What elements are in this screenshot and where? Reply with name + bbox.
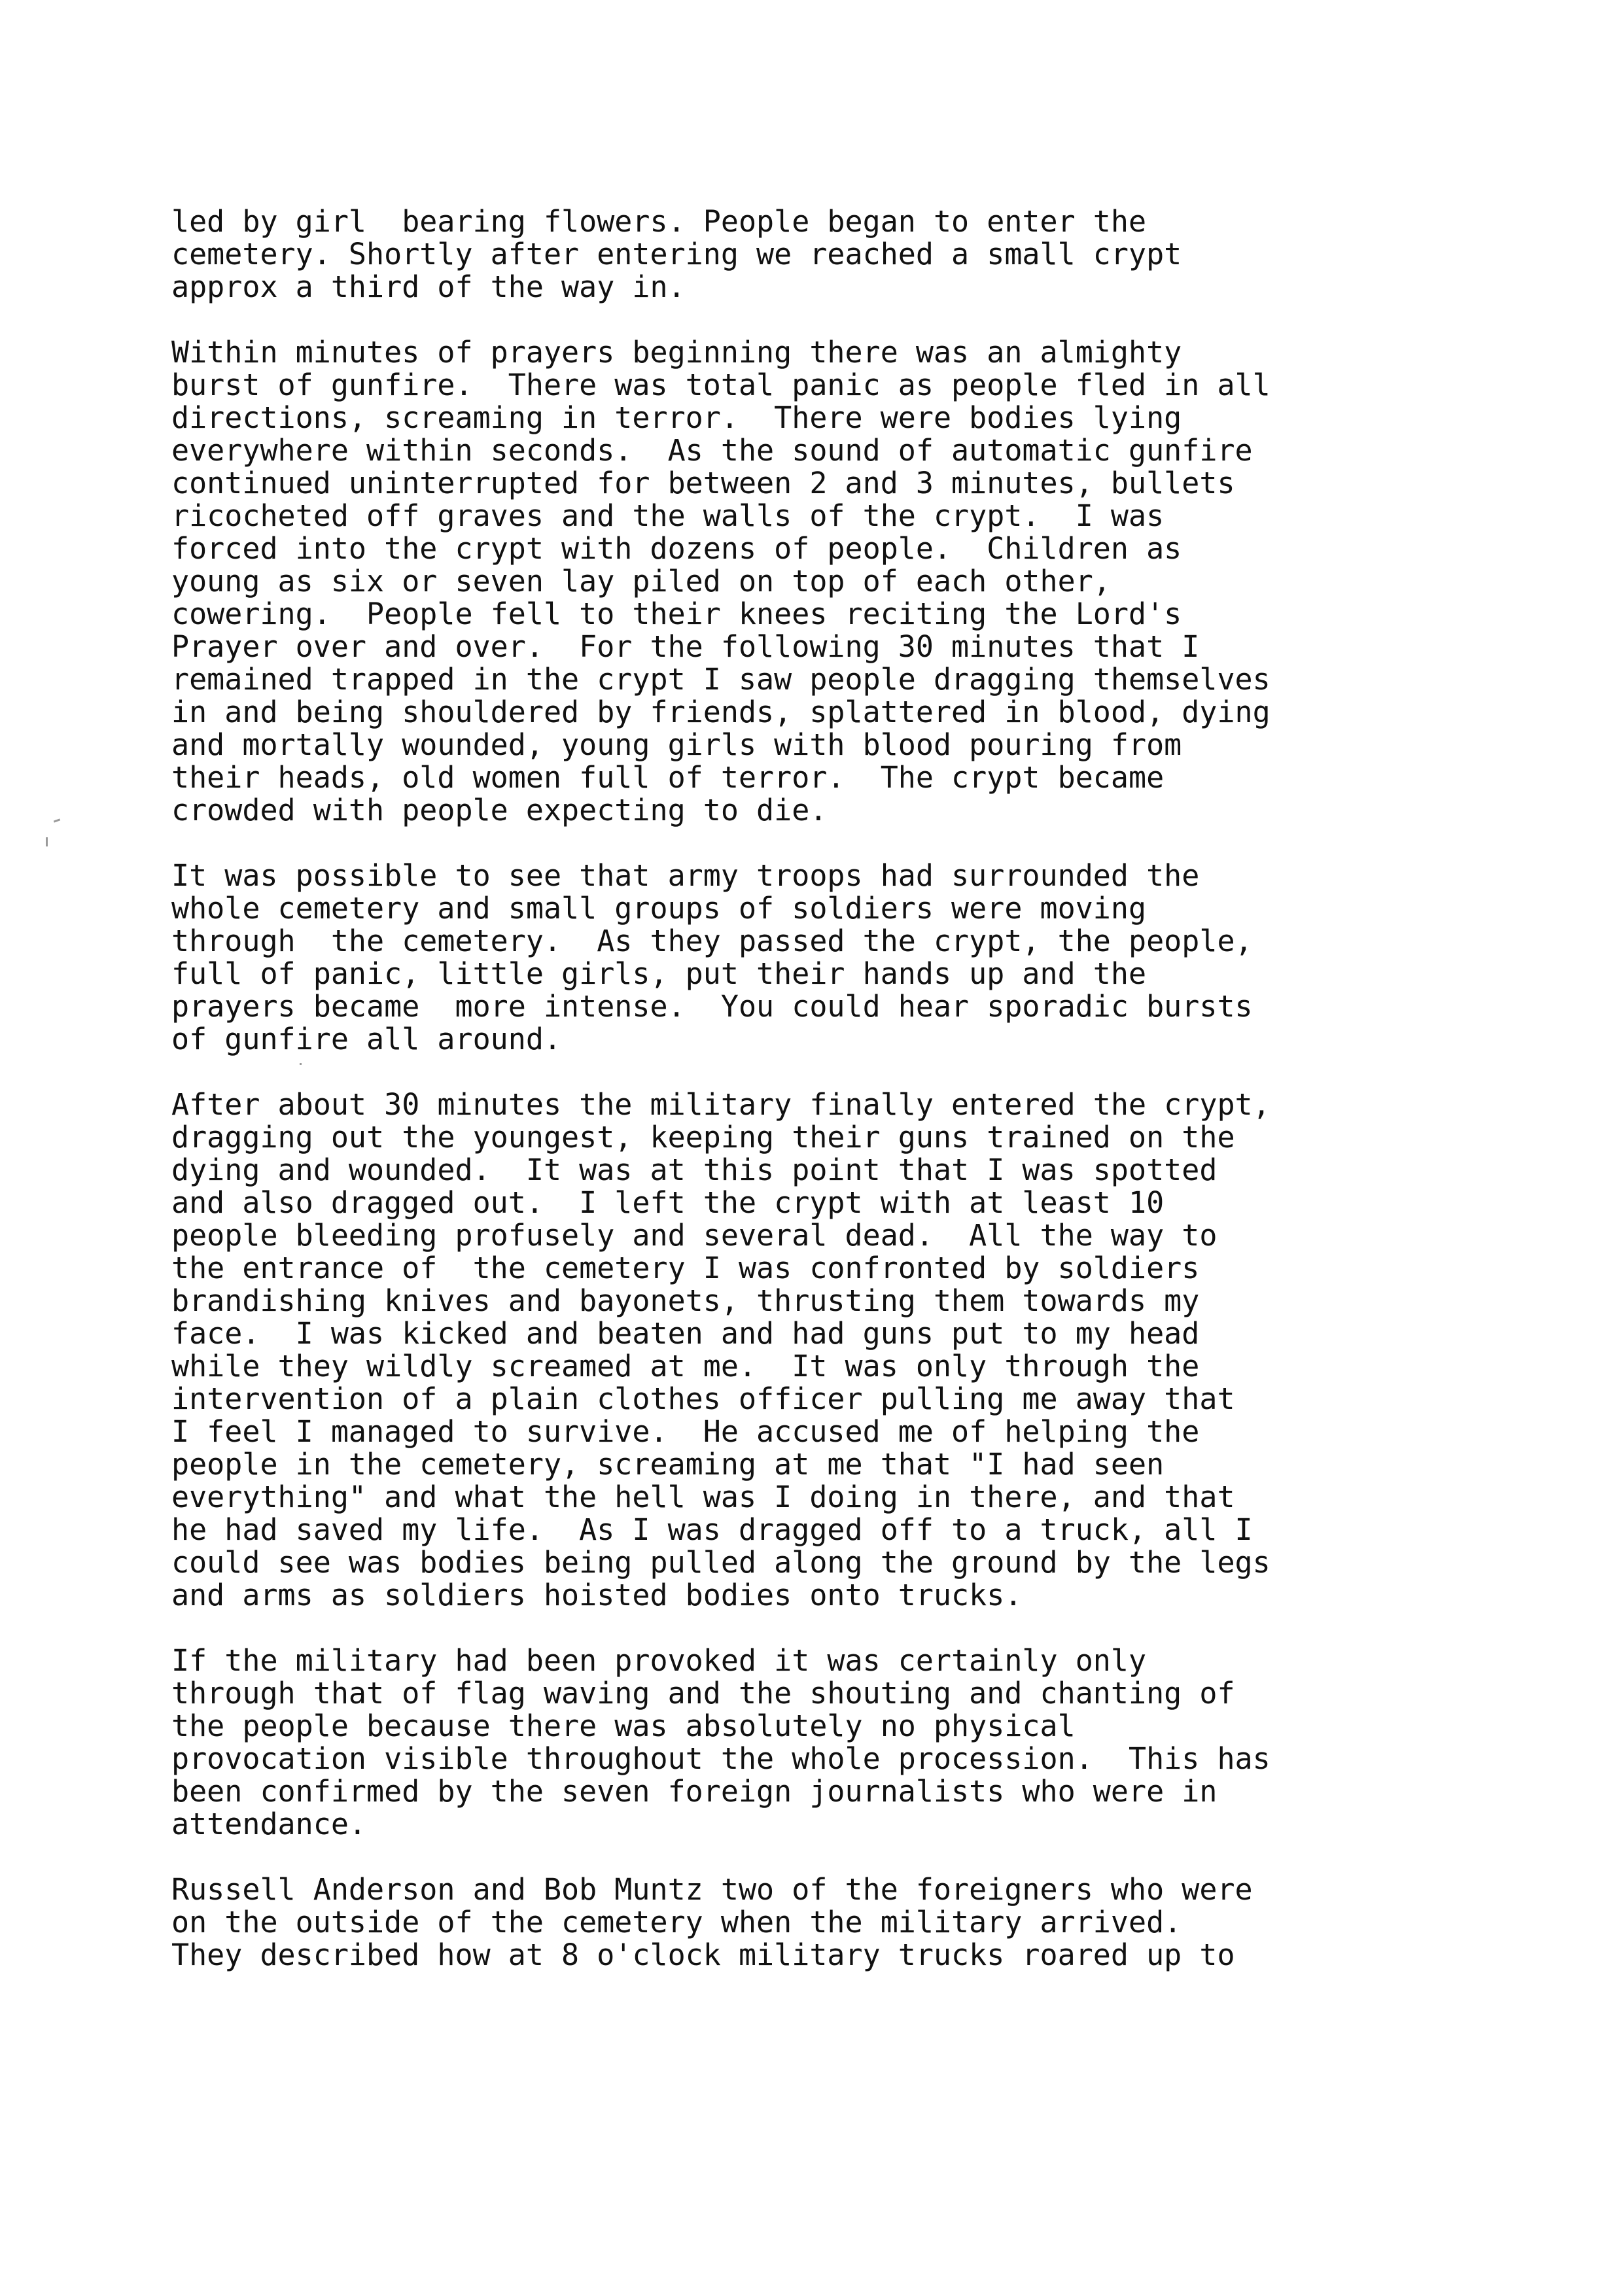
text-line: and mortally wounded, young girls with blood pouring from	[171, 727, 1182, 762]
text-line: burst of gunfire. There was total panic as people fled in all	[171, 368, 1270, 402]
text-line: through that of flag waving and the shouting and chanting of	[171, 1676, 1235, 1711]
text-line: everywhere within seconds. As the sound of automatic gunfire	[171, 433, 1253, 468]
text-line: provocation visible throughout the whole procession. This has	[171, 1741, 1270, 1776]
text-line: led by girl bearing flowers. People began to enter the	[171, 204, 1147, 239]
paragraph	[171, 1644, 1578, 1841]
text-line: and arms as soldiers hoisted bodies onto trucks.	[171, 1578, 1023, 1612]
text-line: he had saved my life. As I was dragged off to a truck, all I	[171, 1512, 1253, 1547]
text-line: approx a third of the way in.	[171, 270, 686, 304]
text-line: in and being shouldered by friends, splattered in blood, dying	[171, 695, 1270, 729]
text-line: It was possible to see that army troops had surrounded the	[171, 858, 1200, 893]
text-line: forced into the crypt with dozens of people. Children as	[171, 531, 1182, 566]
text-line: face. I was kicked and beaten and had guns put to my head	[171, 1316, 1200, 1351]
text-line: prayers became more intense. You could hear sporadic bursts	[171, 989, 1253, 1024]
text-line: people bleeding profusely and several dead. All the way to	[171, 1218, 1218, 1253]
text-line: while they wildly screamed at me. It was only through the	[171, 1349, 1200, 1383]
text-line: been confirmed by the seven foreign journalists who were in	[171, 1774, 1218, 1809]
text-line: through the cemetery. As they passed the crypt, the people,	[171, 924, 1253, 958]
scan-mark	[300, 1063, 302, 1065]
text-line: I feel I managed to survive. He accused me of helping the	[171, 1414, 1200, 1449]
text-line: After about 30 minutes the military finally entered the crypt,	[171, 1087, 1270, 1122]
text-line: full of panic, little girls, put their hands up and the	[171, 956, 1147, 991]
text-line: intervention of a plain clothes officer pulling me away that	[171, 1382, 1235, 1416]
text-line: dragging out the youngest, keeping their guns trained on the	[171, 1120, 1235, 1155]
text-line: could see was bodies being pulled along the ground by the legs	[171, 1545, 1270, 1580]
text-line: whole cemetery and small groups of soldiers were moving	[171, 891, 1147, 926]
text-line: cowering. People fell to their knees reciting the Lord's	[171, 597, 1182, 631]
text-line: They described how at 8 o'clock military trucks roared up to	[171, 1938, 1235, 1972]
text-line: continued uninterrupted for between 2 and 3 minutes, bullets	[171, 466, 1235, 500]
scan-mark	[54, 818, 60, 822]
text-line: dying and wounded. It was at this point that I was spotted	[171, 1153, 1218, 1187]
text-line: ricocheted off graves and the walls of the crypt. I was	[171, 498, 1165, 533]
text-line: brandishing knives and bayonets, thrusting them towards my	[171, 1283, 1200, 1318]
text-line: their heads, old women full of terror. The crypt became	[171, 760, 1165, 795]
text-line: directions, screaming in terror. There were bodies lying	[171, 400, 1182, 435]
text-line: the entrance of the cemetery I was confronted by soldiers	[171, 1251, 1200, 1285]
text-line: remained trapped in the crypt I saw people dragging themselves	[171, 662, 1270, 697]
text-line: on the outside of the cemetery when the military arrived.	[171, 1905, 1182, 1939]
text-line: young as six or seven lay piled on top of each other,	[171, 564, 1111, 599]
text-line: of gunfire all around.	[171, 1022, 562, 1056]
text-line: and also dragged out. I left the crypt with at least 10	[171, 1185, 1165, 1220]
scan-mark	[46, 837, 48, 846]
text-line: If the military had been provoked it was certainly only	[171, 1643, 1147, 1678]
paragraph	[171, 1873, 1578, 1972]
text-line: crowded with people expecting to die.	[171, 793, 828, 827]
text-line: Within minutes of prayers beginning there was an almighty	[171, 335, 1182, 370]
paragraph	[171, 860, 1578, 1056]
text-line: people in the cemetery, screaming at me that "I had seen	[171, 1447, 1165, 1482]
text-line: cemetery. Shortly after entering we reached a small crypt	[171, 237, 1182, 271]
document-body	[171, 205, 1578, 2004]
text-line: Russell Anderson and Bob Muntz two of the foreigners who were	[171, 1872, 1253, 1907]
text-line: everything" and what the hell was I doing in there, and that	[171, 1480, 1235, 1514]
paragraph	[171, 1088, 1578, 1612]
paragraph	[171, 205, 1578, 304]
paragraph	[171, 336, 1578, 827]
text-line: attendance.	[171, 1807, 367, 1841]
text-line: Prayer over and over. For the following 30 minutes that I	[171, 629, 1200, 664]
text-line: the people because there was absolutely no physical	[171, 1709, 1076, 1743]
